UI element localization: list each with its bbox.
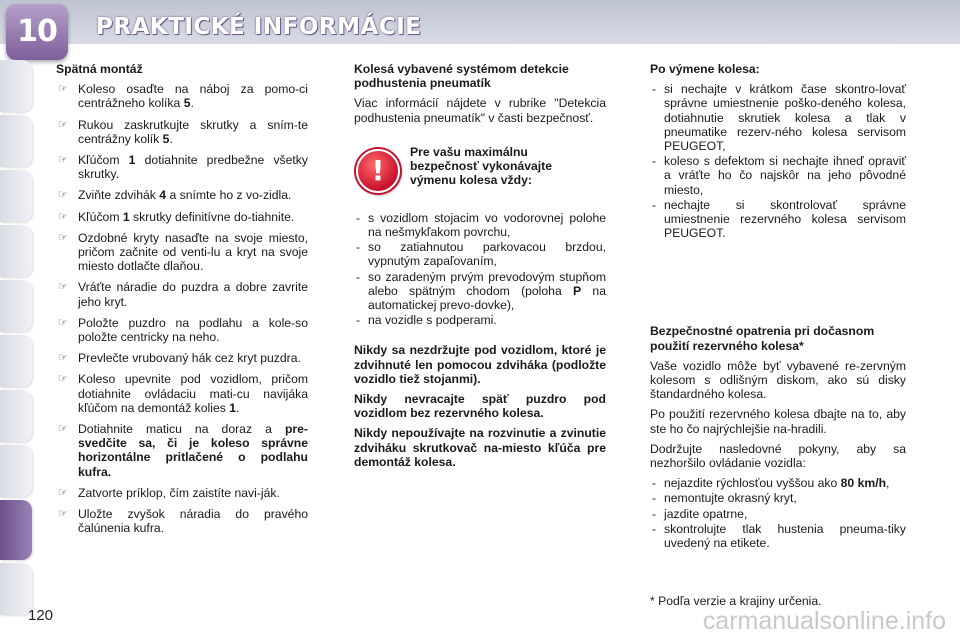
step-item <box>56 118 308 146</box>
side-tab[interactable] <box>0 170 32 222</box>
text-run: nejazdite rýchlosťou vyššou ako <box>664 476 841 491</box>
step-item <box>56 280 308 308</box>
step-item <box>56 372 308 415</box>
bold-text: 5 <box>183 96 191 111</box>
pointing-hand-icon: ☞ <box>58 189 68 202</box>
step-item <box>56 210 308 224</box>
pointing-hand-icon: ☞ <box>58 352 68 365</box>
bold-text: 5 <box>162 131 170 146</box>
list-item: - nemontujte okrasný kryt, <box>652 491 797 506</box>
step-item <box>56 316 308 344</box>
pointing-hand-icon: ☞ <box>58 154 68 167</box>
text-run: Koleso osaďte na náboj za pomo-ci centrážneho kolíka <box>78 82 308 111</box>
bold-text: pre-svedčite sa, či je koleso správne horizontálne pritlačené o podlahu kufra. <box>78 422 308 479</box>
list-item: - koleso s defektom si nechajte ihneď opraviť a vráťte ho čo najskôr na jeho pôvodné miesto, <box>652 154 906 197</box>
text-run: . <box>236 400 240 415</box>
text-run: skrutky definitívne do-tiahnite. <box>129 209 295 224</box>
pointing-hand-icon: ☞ <box>58 486 68 499</box>
text-run: Kľúčom <box>78 209 123 224</box>
text-run: a snímte ho z vo-zidla. <box>166 188 292 203</box>
pointing-hand-icon: ☞ <box>58 373 68 386</box>
side-tab[interactable] <box>0 60 32 112</box>
pointing-hand-icon: ☞ <box>58 316 68 329</box>
text-run: . <box>169 131 173 146</box>
text-run: so zaradeným prvým prevodovým stupňom alebo spätným chodom (poloha <box>368 269 606 298</box>
list-item: - so zaradeným prvým prevodovým stupňom alebo spätným chodom (poloha P na automatickej prevo-dovke), <box>356 269 606 313</box>
column-tyre-detection <box>354 62 606 475</box>
step-item <box>56 231 308 274</box>
text-run: dotiahnite predbežne všetky skrutky. <box>78 153 308 182</box>
list-item: - nechajte si skontrolovať správne umiestnenie rezervného kolesa servisom PEUGEOT. <box>652 197 906 241</box>
section-title: Po výmene kolesa: <box>650 62 760 76</box>
warning-box <box>354 145 606 201</box>
column-reassembly <box>56 62 308 542</box>
text-run: Ozdobné kryty nasaďte na svoje miesto, pričom začnite od venti-lu a kryt na svoje miesto dotlačte dlaňou. <box>78 230 308 274</box>
side-tab[interactable] <box>0 115 32 167</box>
side-tab[interactable] <box>0 445 32 497</box>
side-tab[interactable] <box>0 280 32 332</box>
list-item: - si nechajte v krátkom čase skontro-lovať správne umiestnenie poško-deného kolesa, dotiahnutie skrutiek kolesa a tlak v pneumatike rezerv-ného kolesa servisom PEUGEOT, <box>652 82 906 154</box>
warning-text: Pre vašu maximálnu bezpečnosť vykonávajte výmenu kolesa vždy: <box>410 144 552 188</box>
chapter-badge: 10 <box>6 4 68 60</box>
exclamation-icon: ! <box>356 149 400 193</box>
intro-paragraph: Viac informácií nájdete v rubrike "Detekcia podhustenia pneumatík" v časti bezpečnosť. <box>354 96 606 125</box>
section-title: Spätná montáž <box>56 62 143 76</box>
side-tab[interactable] <box>0 335 32 387</box>
watermark: carmanualsonline.info <box>702 607 946 635</box>
text-run: Koleso upevnite pod vozidlom, pričom dotiahnite ovládaciu mati-cu navijáka kľúčom na demontáž kolies <box>78 372 308 415</box>
column-after-change <box>650 62 906 551</box>
page-title: PRAKTICKÉ INFORMÁCIE <box>96 14 422 40</box>
side-tab[interactable] <box>0 390 32 442</box>
reassembly-steps <box>56 82 308 535</box>
text-run: . <box>190 96 194 111</box>
step-item <box>56 422 308 479</box>
paragraph: Dodržujte nasledovné pokyny, aby sa nezhoršilo ovládanie vozidla: <box>650 441 906 471</box>
side-tab[interactable] <box>0 225 32 277</box>
text-run: Zviňte zdvihák <box>78 188 160 203</box>
text-run: Vráťte náradie do puzdra a dobre zavrite jeho kryt. <box>78 280 308 309</box>
bold-text: 1 <box>122 209 130 224</box>
text-run: , <box>886 476 890 491</box>
spare-wheel-rules <box>650 476 906 550</box>
text-run: Prevlečte vrubovaný hák cez kryt puzdra. <box>78 351 301 366</box>
pointing-hand-icon: ☞ <box>58 423 68 436</box>
step-item <box>56 82 308 110</box>
side-tab-active[interactable] <box>0 500 32 560</box>
list-item: - skontrolujte tlak hustenia pneuma-tiky uvedený na etikete. <box>652 521 906 551</box>
bold-text: 80 km/h <box>840 476 887 491</box>
text-run: Kľúčom <box>78 153 129 168</box>
section-title: Kolesá vybavené systémom detekcie podhustenia pneumatík <box>354 62 569 91</box>
bold-warning: Nikdy nepoužívajte na rozvinutie a zvinutie zdviháku skrutkovač na-miesto kľúča pre demontáž kolesa. <box>354 426 606 469</box>
paragraph: Vaše vozidlo môže byť vybavené re-zervným kolesom s odlišným diskom, ako sú disky štandardného kolesa. <box>650 358 906 402</box>
condition-list <box>354 211 606 328</box>
pointing-hand-icon: ☞ <box>58 210 68 223</box>
bold-text: 4 <box>159 188 167 203</box>
text-run: na automatickej prevo-dovke), <box>368 283 606 313</box>
page-number: 120 <box>28 607 54 624</box>
text-run: Položte puzdro na podlahu a kole-so položte centricky na neho. <box>78 315 308 345</box>
list-item: - nejazdite rýchlosťou vyššou ako 80 km/h, <box>652 476 890 491</box>
bold-text: 1 <box>229 400 237 415</box>
pointing-hand-icon: ☞ <box>58 118 68 131</box>
bold-warning: Nikdy nevracajte späť puzdro pod vozidlom bez rezervného kolesa. <box>354 392 606 421</box>
footnote: * Podľa verzie a krajiny určenia. <box>650 594 822 608</box>
pointing-hand-icon: ☞ <box>58 281 68 294</box>
list-item: - s vozidlom stojacim vo vodorovnej polohe na nešmykľakom povrchu, <box>356 210 606 240</box>
list-item: - so zatiahnutou parkovacou brzdou, vypnutým zapaľovaním, <box>356 240 606 269</box>
pointing-hand-icon: ☞ <box>58 231 68 244</box>
step-item <box>56 351 308 365</box>
list-item: - na vozidle s podperami. <box>356 313 497 328</box>
step-item <box>56 188 308 202</box>
side-tabs <box>0 60 36 618</box>
pointing-hand-icon: ☞ <box>58 508 68 521</box>
pointing-hand-icon: ☞ <box>58 83 68 96</box>
text-run: Dotiahnite maticu na doraz a <box>78 422 285 437</box>
list-item: - jazdite opatrne, <box>652 506 748 521</box>
bold-text: 1 <box>128 153 136 168</box>
paragraph: Po použití rezervného kolesa dbajte na to, aby ste ho čo najrýchlejšie na-hradili. <box>650 407 906 436</box>
text-run: Zatvorte príklop, čím zaistíte navi-ják. <box>78 485 280 500</box>
step-item <box>56 153 308 181</box>
step-item <box>56 507 308 535</box>
text-run: Uložte zvyšok náradia do pravého čalúnenia kufra. <box>78 507 308 536</box>
step-item <box>56 486 308 500</box>
section-title: Bezpečnostné opatrenia pri dočasnom použití rezervného kolesa* <box>650 324 875 353</box>
bold-warning: Nikdy sa nezdržujte pod vozidlom, ktoré je zdvihnuté len pomocou zdviháka (podložte vozidlo tiež stojanmi). <box>354 343 606 386</box>
text-run: Rukou zaskrutkujte skrutky a sním-te centrážny kolík <box>78 117 308 146</box>
bold-text: P <box>573 283 582 298</box>
after-change-list <box>650 82 906 240</box>
